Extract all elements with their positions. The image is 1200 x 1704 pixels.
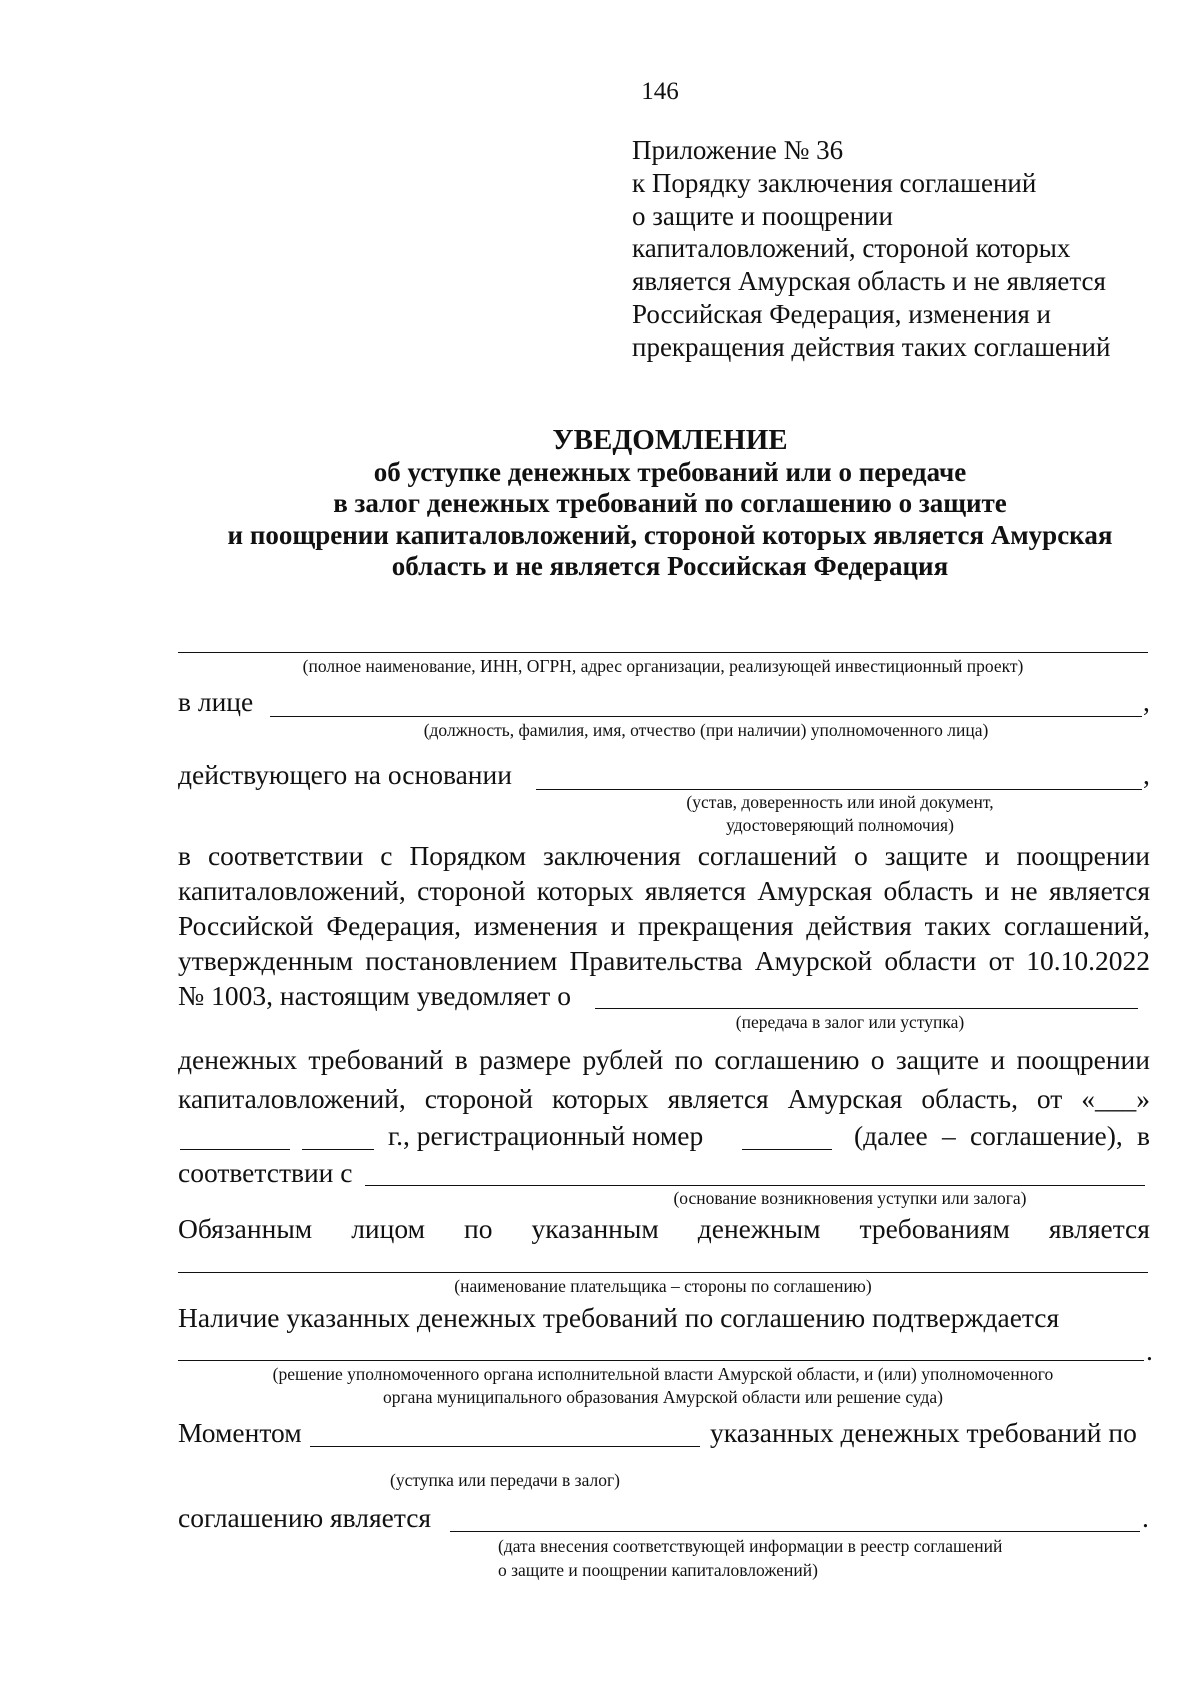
- paragraph-line: г., регистрационный номер: [388, 1120, 704, 1151]
- payer-field[interactable]: [178, 1272, 1148, 1273]
- decision-caption-1: (решение уполномоченного органа исполнительной власти Амурской области, и (или) уполномоченного: [272, 1364, 1054, 1384]
- appendix-line: капиталовложений, стороной которых: [632, 233, 1071, 264]
- basis-document-caption-2: удостоверяющий полномочия): [726, 815, 954, 835]
- word: по: [464, 1213, 493, 1244]
- ground-field[interactable]: [365, 1185, 1145, 1186]
- word: требованиям: [859, 1213, 1010, 1244]
- title-line: об уступке денежных требований или о передаче: [373, 456, 967, 487]
- paragraph-line: в соответствии с Порядком заключения соглашений о защите и поощрении: [178, 840, 1150, 871]
- basis-document-caption-1: (устав, доверенность или иной документ,: [686, 792, 994, 812]
- confirmed-line: Наличие указанных денежных требований по соглашению подтверждается: [178, 1302, 1060, 1333]
- title-line: область и не является Российская Федерация: [391, 551, 949, 581]
- appendix-line: Приложение № 36: [632, 135, 844, 165]
- authorized-person-field[interactable]: [270, 716, 1142, 717]
- acting-basis-label: действующего на основании: [178, 759, 512, 790]
- moment-label: Моментом: [178, 1417, 302, 1448]
- title-line: и поощрении капиталовложений, стороной которых является Амурская: [227, 519, 1113, 550]
- ground-caption: (основание возникновения уступки или залога): [673, 1188, 1027, 1208]
- paragraph-line: Российской Федерация, изменения и прекращения действия таких соглашений,: [178, 910, 1150, 941]
- paragraph-line: денежных требований в размере рублей по соглашению о защите и поощрении: [178, 1044, 1150, 1075]
- moment-caption: (уступка или передачи в залог): [390, 1470, 620, 1490]
- word: является: [1048, 1213, 1150, 1244]
- title-heading: УВЕДОМЛЕНИЕ: [552, 424, 788, 456]
- appendix-reference: [632, 134, 1110, 364]
- org-name-caption: (полное наименование, ИНН, ОГРН, адрес организации, реализующей инвестиционный проект): [302, 656, 1024, 676]
- moment-type-field[interactable]: [310, 1446, 700, 1447]
- period: .: [1146, 1335, 1153, 1366]
- appendix-line: прекращения действия таких соглашений: [632, 331, 1111, 362]
- paragraph-line: № 1003, настоящим уведомляет о: [178, 980, 571, 1011]
- basis-document-field[interactable]: [536, 789, 1142, 790]
- transfer-type-caption: (передача в залог или уступка): [735, 1012, 965, 1032]
- period: .: [1142, 1502, 1149, 1533]
- paragraph-line: (далее – соглашение), в: [854, 1120, 1150, 1151]
- registry-date-caption-2: о защите и поощрении капиталовложений): [498, 1560, 818, 1580]
- word: Обязанным: [178, 1213, 313, 1244]
- document-title: [150, 425, 1190, 583]
- transfer-type-field[interactable]: [595, 1008, 1138, 1009]
- registry-date-caption-1: (дата внесения соответствующей информации в реестр соглашений: [498, 1536, 1003, 1556]
- paragraph-line: капиталовложений, стороной которых является Амурская область, от «___»: [178, 1083, 1150, 1114]
- page-number: 146: [641, 78, 679, 105]
- date-year-field[interactable]: [302, 1149, 374, 1150]
- decision-caption-2: органа муниципального образования Амурской области или решение суда): [382, 1387, 944, 1407]
- authorized-person-caption: (должность, фамилия, имя, отчество (при наличии) уполномоченного лица): [423, 720, 989, 740]
- appendix-line: к Порядку заключения соглашений: [632, 167, 1037, 198]
- appendix-line: о защите и поощрении: [632, 200, 893, 231]
- confirmation-field[interactable]: [178, 1360, 1144, 1361]
- paragraph-line: утвержденным постановлением Правительства Амурской области от 10.10.2022: [178, 945, 1150, 976]
- obliged-person-line: [178, 1213, 1150, 1245]
- paragraph-line: капиталовложений, стороной которых является Амурская область и не является: [178, 875, 1150, 906]
- appendix-line: Российская Федерация, изменения и: [632, 298, 1051, 329]
- appendix-line: является Амурская область и не является: [632, 266, 1106, 297]
- title-line: в залог денежных требований по соглашению о защите: [333, 488, 1007, 518]
- payer-caption: (наименование плательщика – стороны по соглашению): [454, 1276, 872, 1296]
- paragraph-line: соответствии с: [178, 1157, 353, 1188]
- word: указанным: [531, 1213, 659, 1244]
- org-name-field[interactable]: [178, 652, 1148, 653]
- word: денежным: [697, 1213, 821, 1244]
- registration-number-field[interactable]: [742, 1149, 832, 1150]
- registry-date-field[interactable]: [450, 1531, 1140, 1532]
- in-person-label: в лице: [178, 686, 254, 717]
- moment-tail: указанных денежных требований по: [710, 1417, 1137, 1448]
- comma: ,: [1143, 686, 1150, 717]
- agreement-is-label: соглашению является: [178, 1502, 432, 1533]
- date-day-month-field[interactable]: [180, 1149, 290, 1150]
- word: лицом: [351, 1213, 425, 1244]
- comma: ,: [1143, 759, 1150, 790]
